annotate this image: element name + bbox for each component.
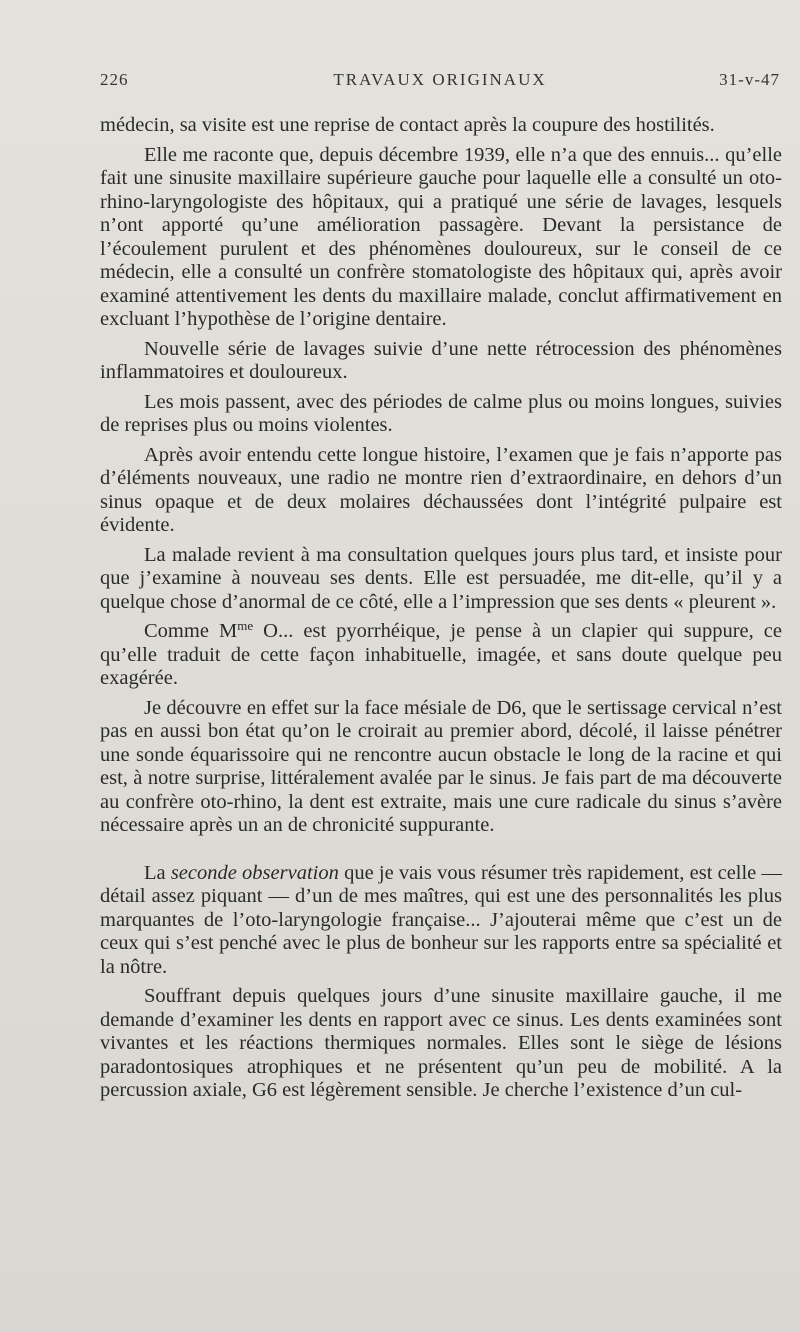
paragraph: Elle me raconte que, depuis décembre 1939, elle n’a que des ennuis... qu’elle fait une sinusite maxillaire supérieure gauche pour laquelle elle a consulté un oto-rhino-laryngologiste des hôpitaux, qui a pratiqué une série de lavages, lesquels n’ont apporté qu’une amélioration passagère. Devant la persistance de l’écoulement purulent et des phénomènes douloureux, sur le conseil de ce médecin, elle a consulté un confrère stomatologiste des hôpitaux qui, après avoir examiné attentivement les dents du maxillaire malade, conclut affirmativement en excluant l’hypothèse de l’origine dentaire. <box>100 143 782 330</box>
issue-date: 31-v-47 <box>719 70 780 89</box>
paragraph: Souffrant depuis quelques jours d’une sinusite maxillaire gauche, il me demande d’examiner les dents en rapport avec ce sinus. Les dents examinées sont vivantes et les réactions thermiques normales. Elles sont le siège de lésions paradontosiques atrophiques et ne présentent qu’un peu de mobilité. A la percussion axiale, G6 est légèrement sensible. Je cherche l’existence d’un cul- <box>100 985 782 1101</box>
text-run: que je vais vous résumer très rapidement, est celle — détail assez piquant — d’un de mes maîtres, qui est une des personnalités les plus marquantes de l’oto-laryngologie française... J’ajouterai même que c’est un de ceux qui s’est penché avec le plus de bonheur sur les rapports entre sa spécialité et la nôtre. <box>100 861 782 978</box>
paragraph: La malade revient à ma consultation quelques jours plus tard, et insiste pour que j’examine à nouveau ses dents. Elle est persuadée, me dit-elle, qu’il y a quelque chose d’anormal de ce côté, elle a l’impression que ses dents « pleurent ». <box>100 543 782 613</box>
running-header <box>100 70 780 94</box>
text-run: La <box>144 861 171 884</box>
text-run: Comme M <box>144 620 238 642</box>
paragraph <box>100 620 782 691</box>
paragraph <box>100 862 782 980</box>
paragraph: médecin, sa visite est une reprise de contact après la coupure des hostilités. <box>100 114 715 136</box>
running-title: TRAVAUX ORIGINAUX <box>333 70 547 89</box>
page-number: 226 <box>100 70 129 89</box>
italic-term: seconde observation <box>170 861 339 884</box>
text-run: O... est pyorrhéique, je pense à un clapier qui suppure, ce qu’elle traduit de cette façon inhabituelle, imagée, et sans doute quelque peu exagérée. <box>100 620 782 689</box>
article-body <box>100 114 782 1109</box>
paragraph: Les mois passent, avec des périodes de calme plus ou moins longues, suivies de reprises plus ou moins violentes. <box>100 390 782 436</box>
paragraph: Je découvre en effet sur la face mésiale de D6, que le sertissage cervical n’est pas en aussi bon état qu’on le croirait au premier abord, décolé, il laisse pénétrer une sonde équarissoire qui ne rencontre aucun obstacle le long de la racine et qui est, à notre surprise, littéralement avalée par le sinus. Je fais part de ma découverte au confrère oto-rhino, la dent est extraite, mais une cure radicale du sinus s’avère nécessaire après un an de chronicité suppurante. <box>100 696 782 836</box>
paragraph: Nouvelle série de lavages suivie d’une nette rétrocession des phénomènes inflammatoires et douloureux. <box>100 337 782 383</box>
paragraph: Après avoir entendu cette longue histoire, l’examen que je fais n’apporte pas d’éléments nouveaux, une radio ne montre rien d’extraordinaire, en dehors d’un sinus opaque et de deux molaires déchaussées dont l’intégrité pulpaire est évidente. <box>100 443 782 536</box>
superscript: me <box>237 618 254 633</box>
